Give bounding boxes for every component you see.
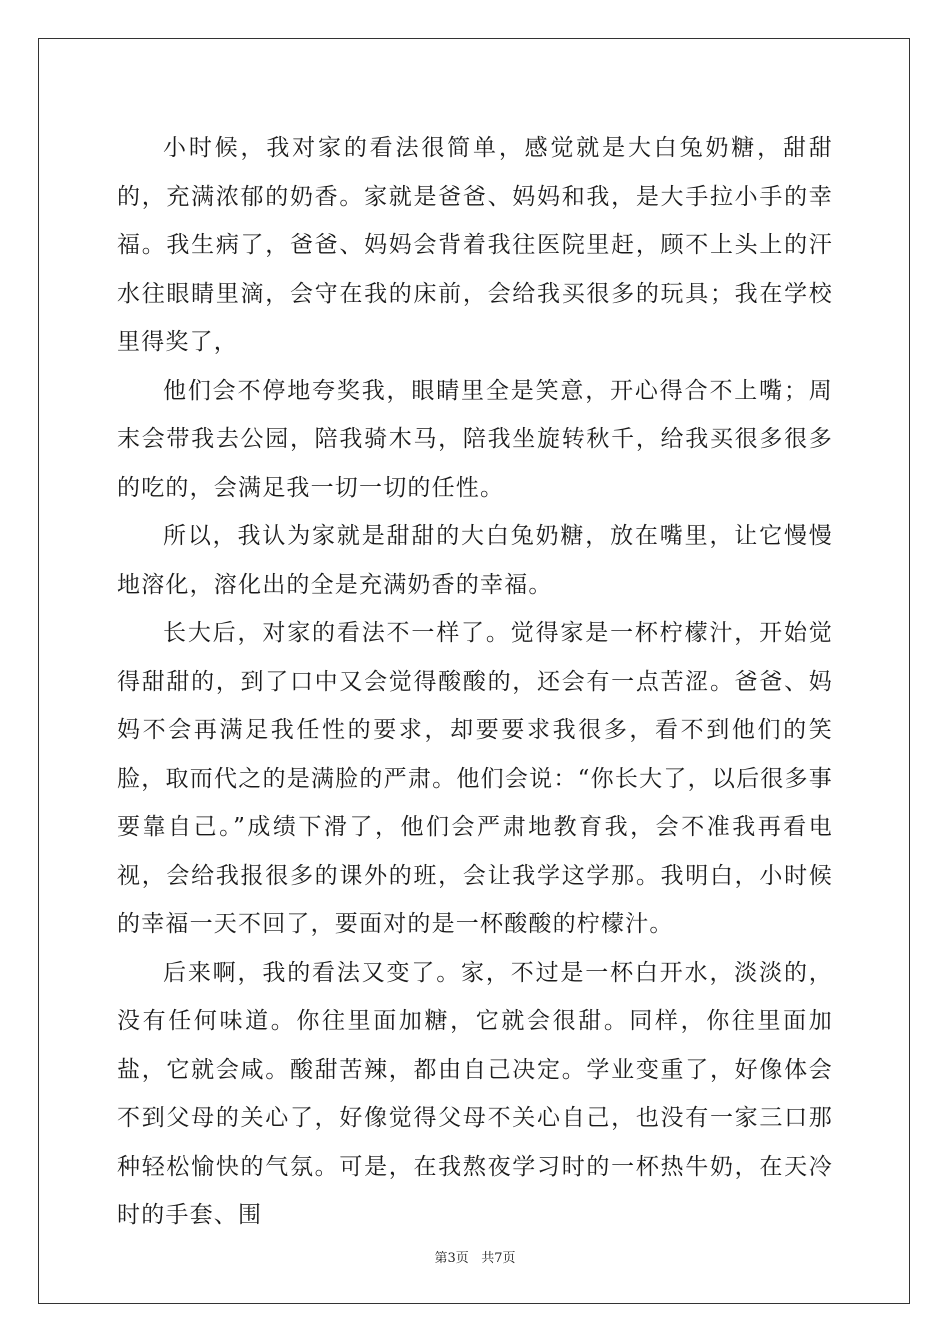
page-footer bbox=[0, 1247, 950, 1266]
paragraph: 所以，我认为家就是甜甜的大白兔奶糖，放在嘴里，让它慢慢地溶化，溶化出的全是充满奶香的幸福。 bbox=[117, 523, 833, 598]
paragraph: 长大后，对家的看法不一样了。觉得家是一杯柠檬汁，开始觉得甜甜的，到了口中又会觉得酸酸的，还会有一点苦涩。爸爸、妈妈不会再满足我任性的要求，却要要求我很多，看不到他们的笑脸，取而代之的是满脸的严肃。他们会说：“你长大了，以后很多事要靠自己。”成绩下滑了，他们会严肃地教育我，会不准我再看电视，会给我报很多的课外的班，会让我学这学那。我明白，小时候的幸福一天不回了，要面对的是一杯酸酸的柠檬汁。 bbox=[117, 620, 833, 937]
page-total: 共7页 bbox=[481, 1251, 516, 1266]
document-body bbox=[117, 124, 833, 1240]
paragraph: 他们会不停地夸奖我，眼睛里全是笑意，开心得合不上嘴；周末会带我去公园，陪我骑木马，陪我坐旋转秋千，给我买很多很多的吃的，会满足我一切一切的任性。 bbox=[117, 377, 833, 501]
page-number: 第3页 bbox=[434, 1251, 469, 1266]
paragraph: 小时候，我对家的看法很简单，感觉就是大白兔奶糖，甜甜的，充满浓郁的奶香。家就是爸爸、妈妈和我，是大手拉小手的幸福。我生病了，爸爸、妈妈会背着我往医院里赶，顾不上头上的汗水往眼睛里滴，会守在我的床前，会给我买很多的玩具；我在学校里得奖了， bbox=[117, 135, 833, 355]
paragraph: 后来啊，我的看法又变了。家，不过是一杯白开水，淡淡的，没有任何味道。你往里面加糖，它就会很甜。同样，你往里面加盐，它就会咸。酸甜苦辣，都由自己决定。学业变重了，好像体会不到父母的关心了，好像觉得父母不关心自己，也没有一家三口那种轻松愉快的气氛。可是，在我熬夜学习时的一杯热牛奶，在天冷时的手套、围 bbox=[117, 959, 833, 1228]
